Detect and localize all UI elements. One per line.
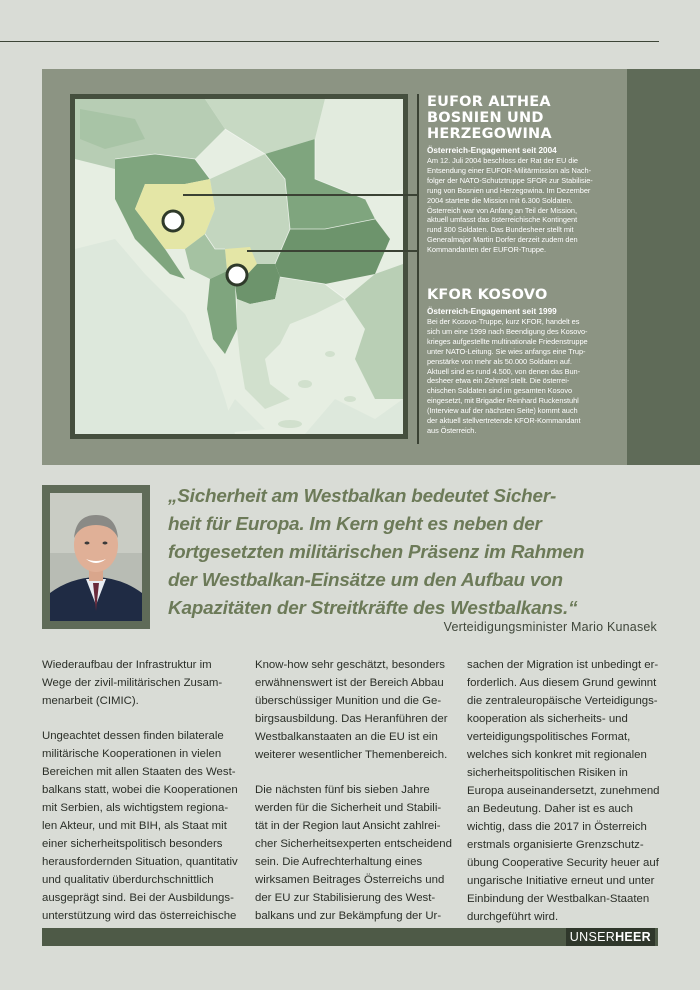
eufor-callout-line	[183, 194, 418, 196]
info-divider-line	[417, 94, 419, 444]
kfor-line: eingesetzt, mit Brigadier Reinhard Ruckenstuhl	[427, 396, 579, 406]
kfor-line: der aktuell stellvertretende KFOR-Kommandant	[427, 416, 581, 426]
map-graphic	[75, 99, 403, 434]
quote-line: fortgesetzten militärischen Präsenz im Rahmen	[168, 542, 585, 563]
body-column-3	[467, 656, 667, 943]
kfor-engagement: Österreich-Engagement seit 1999	[427, 307, 557, 316]
eufor-engagement: Österreich-Engagement seit 2004	[427, 146, 557, 155]
kfor-line: (Interview auf der nächsten Seite) kommt auch	[427, 406, 578, 416]
quote-line: der Westbalkan-Einsätze um den Aufbau von	[168, 570, 563, 591]
eufor-line: Am 12. Juli 2004 beschloss der Rat der EU die	[427, 156, 578, 165]
quote-line: „Sicherheit am Westbalkan bedeutet Sicher-	[168, 486, 557, 507]
kfor-line: penstärke von mehr als 50.000 Soldaten auf.	[427, 356, 572, 366]
footer-bar	[42, 928, 658, 946]
body-column-2	[255, 656, 455, 942]
kfor-line: Bei der Kosovo-Truppe, kurz KFOR, handelt es	[427, 317, 580, 326]
eufor-title-line2: BOSNIEN UND	[427, 110, 544, 126]
bosnia-marker	[163, 211, 183, 231]
top-rule	[0, 41, 659, 42]
eufor-line: aktuell umfasst das österreichische Kontingent	[427, 215, 578, 225]
kfor-title: KFOR KOSOVO	[427, 287, 548, 303]
paragraph: Ungeachtet dessen finden bilaterale militärische Kooperationen in vielen Bereichen mit allen Staaten des West- balkans statt, wobei die Kooperationen mit Serbien, als wichtigstem regiona- len Akteur, und mit BIH, als Staat mit einer sicherheitspolitisch besonders herausfordernden Situation, quantitativ und qualitativ überdurchschnittlich ausgeprägt sind. Bei der Ausbildungs- unterstützung wird das österreichische	[42, 730, 238, 922]
eufor-line: Österreich war von Anfang an Teil der Mission,	[427, 205, 577, 215]
eufor-line: 2004 startete die Mission mit 6.300 Soldaten.	[427, 195, 573, 205]
minister-photo	[42, 485, 150, 629]
quote-line: Kapazitäten der Streitkräfte des Westbalkans.“	[168, 598, 578, 619]
pull-quote	[168, 483, 638, 623]
paragraph: Die nächsten fünf bis sieben Jahre werden für die Sicherheit und Stabili- tät in der Region laut Ansicht zahlrei- cher Sicherheitsexperten entscheidend sein. Die Aufrechterhaltung eines wirksamen Beitrages Österreichs und der EU zur Stabilisierung des West- balkans und zur Bekämpfung der Ur-	[255, 784, 452, 922]
kfor-line: aus Österreich.	[427, 425, 477, 435]
quote-author: Verteidigungsminister Mario Kunasek	[443, 620, 657, 634]
paragraph: Wiederaufbau der Infrastruktur im Wege der zivil-militärischen Zusam- menarbeit (CIMIC).	[42, 659, 223, 707]
brand-logo	[566, 928, 655, 946]
kfor-line: chischen Soldaten sind im gesamten Kosovo	[427, 386, 573, 396]
balkan-map	[70, 94, 408, 439]
kfor-line: sich um eine 1999 nach Beendigung des Kosovo-	[427, 326, 588, 336]
eufor-title-line3: HERZEGOWINA	[427, 126, 552, 142]
kfor-line: krieges aufgestellte multinationale Friedenstruppe	[427, 336, 588, 346]
quote-line: heit für Europa. Im Kern geht es neben der	[168, 514, 542, 535]
kfor-text	[427, 317, 617, 436]
eufor-line: rund 300 Soldaten. Das Bundesheer stellt mit	[427, 225, 574, 235]
kfor-callout-line	[247, 250, 418, 252]
kfor-info	[427, 287, 617, 436]
eufor-line: Kommandanten der EUFOR-Truppe.	[427, 245, 546, 255]
kfor-line: desheer etwa ein Zehntel stellt. Die österrei-	[427, 376, 570, 386]
kfor-line: unter NATO-Leitung. Sie wies anfangs eine Trup-	[427, 346, 586, 356]
eufor-line: rung von Bosnien und Herzegowina. Im Dezember	[427, 185, 591, 195]
paragraph: sachen der Migration ist unbedingt er- forderlich. Aus diesem Grund gewinnt die zentraleuropäische Verteidigungs- kooperation als sicherheits- und verteidigungspolitisches Format, welches sich konkret mit regionalen sicherheitspolitischen Risiken in Europa auseinandersetzt, zunehmend an Bedeutung. Daher ist es auch wichtig, dass die 2017 in Österreich erstmals organisierte Grenzschutz- übung Cooperative Security heuer auf ungarische Initiative erneut und unter Einbindung der Westbalkan-Staaten durchgeführt wird.	[467, 659, 660, 923]
brand-part1: UNSER	[569, 930, 616, 944]
portrait-image	[50, 493, 142, 621]
eufor-line: Entsendung einer EUFOR-Militärmission als Nach-	[427, 165, 591, 175]
eufor-line: folger der NATO-Schutztruppe SFOR zur Stabilisie-	[427, 175, 593, 185]
eufor-info	[427, 94, 617, 255]
eufor-text	[427, 156, 617, 255]
kosovo-marker	[227, 265, 247, 285]
panel-side-strip	[627, 69, 700, 465]
paragraph: Know-how sehr geschätzt, besonders erwähnenswert ist der Bereich Abbau überschüssiger Munition und die Ge- birgsausbildung. Das Heranführen der Westbalkanstaaten an die EU ist ein weiterer wesentlicher Themenbereich.	[255, 659, 448, 761]
kfor-line: Aktuell sind es rund 4.500, von denen das Bun-	[427, 366, 581, 376]
brand-part2: HEER	[615, 930, 651, 944]
eufor-line: Generalmajor Martin Dorfer derzeit zudem den	[427, 235, 578, 245]
body-column-1	[42, 656, 242, 942]
eufor-title-line1: EUFOR ALTHEA	[427, 94, 551, 110]
